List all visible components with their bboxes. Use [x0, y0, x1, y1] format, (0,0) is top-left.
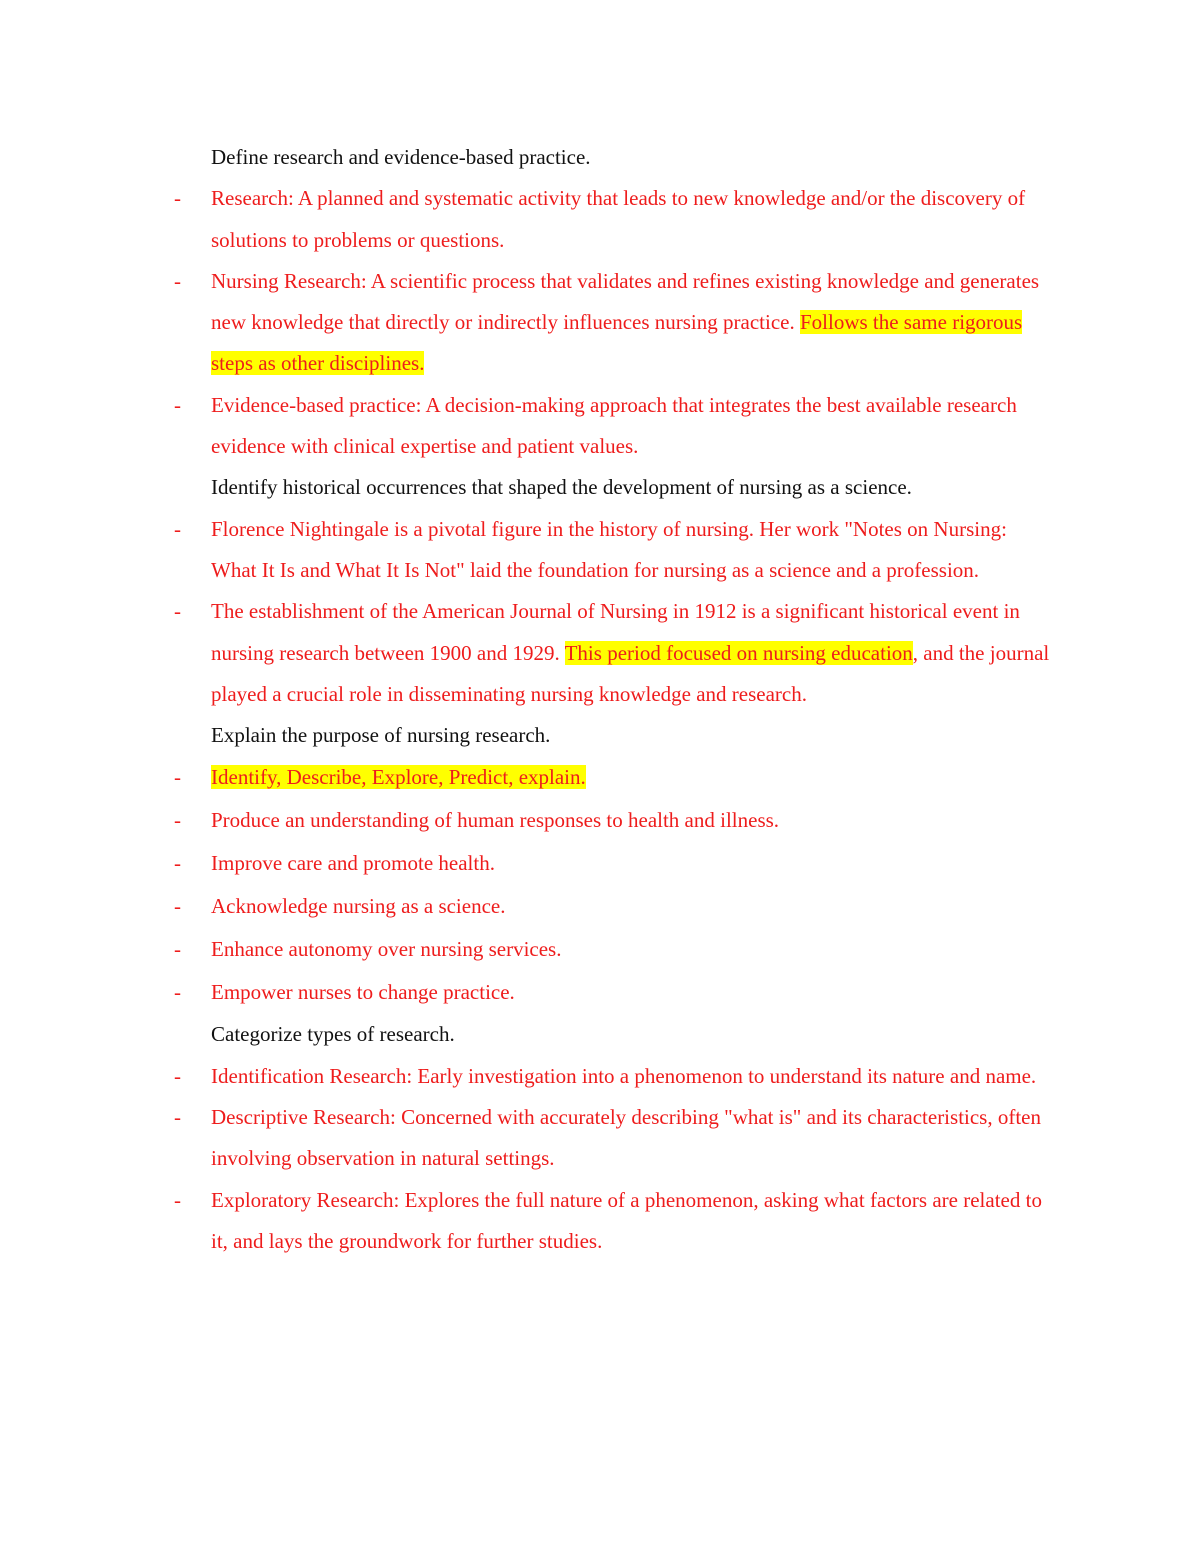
list-item [0, 1097, 1056, 1180]
dash-marker: - [174, 851, 181, 876]
dash-marker: - [174, 392, 181, 417]
dash-marker: - [174, 268, 181, 293]
item-text: The establishment of the American Journal of Nursing in 1912 is a significant historical event in nursing research between 1900 and 1929. [211, 599, 1020, 665]
item-text-continued: , and the journal played a crucial role in disseminating nursing knowledge and research. [211, 640, 1050, 706]
item-text: Research: A planned and systematic activity that leads to new knowledge and/or the discovery of solutions to problems or questions. [211, 186, 1026, 252]
item-text: Evidence-based practice: A decision-making approach that integrates the best available research evidence with clinical expertise and patient values. [211, 392, 1017, 459]
list-item [0, 885, 1056, 928]
dash-marker: - [174, 937, 181, 962]
item-text: Acknowledge nursing as a science. [211, 894, 506, 919]
list-item [0, 842, 1056, 885]
dash-marker: - [174, 808, 181, 833]
dash-marker: - [174, 1105, 181, 1130]
list-item [0, 799, 1056, 842]
list-item [0, 1180, 1056, 1263]
list-item [0, 509, 1056, 592]
dash-marker: - [174, 894, 181, 919]
item-text: Identification Research: Early investigation into a phenomenon to understand its nature and name. [211, 1063, 1037, 1088]
dash-marker: - [174, 599, 181, 624]
document-body [0, 137, 1200, 1262]
item-text: Exploratory Research: Explores the full nature of a phenomenon, asking what factors are related to it, and lays the groundwork for further studies. [211, 1187, 1042, 1253]
list-item [0, 178, 1056, 261]
list-item [0, 591, 1056, 715]
section-heading [0, 137, 1056, 178]
highlighted-text: Identify, Describe, Explore, Predict, explain. [211, 765, 586, 790]
highlighted-text: This period focused on nursing education [564, 640, 913, 665]
section-heading [0, 467, 1056, 508]
heading-text: Categorize types of research. [211, 1022, 455, 1047]
section-heading [0, 715, 1056, 756]
highlighted-text: Follows the same rigorous steps as other disciplines. [211, 310, 1023, 376]
item-text: Enhance autonomy over nursing services. [211, 937, 562, 962]
heading-text: Identify historical occurrences that shaped the development of nursing as a science. [211, 475, 912, 500]
dash-marker: - [174, 186, 181, 211]
list-item [0, 261, 1056, 385]
item-text: Empower nurses to change practice. [211, 980, 515, 1005]
list-item [0, 1056, 1056, 1097]
list-item [0, 928, 1056, 971]
heading-text: Explain the purpose of nursing research. [211, 723, 551, 748]
dash-marker: - [174, 516, 181, 541]
section-heading [0, 1014, 1056, 1055]
dash-marker: - [174, 765, 181, 790]
dash-marker: - [174, 1063, 181, 1088]
heading-text: Define research and evidence-based practice. [211, 145, 591, 169]
item-text: Produce an understanding of human responses to health and illness. [211, 808, 780, 833]
item-text: Improve care and promote health. [211, 851, 495, 876]
dash-marker: - [174, 1187, 181, 1212]
list-item [0, 385, 1056, 468]
list-item [0, 971, 1056, 1014]
dash-marker: - [174, 980, 181, 1005]
item-text: Florence Nightingale is a pivotal figure in the history of nursing. Her work "Notes on Nursing: What It Is and What It Is Not" laid the foundation for nursing as a science and a profession. [211, 516, 1007, 582]
item-text: Descriptive Research: Concerned with accurately describing "what is" and its characteristics, often involving observation in natural settings. [211, 1105, 1042, 1171]
item-text: Nursing Research: A scientific process that validates and refines existing knowledge and generates new knowledge that directly or indirectly influences nursing practice. [211, 268, 1040, 335]
list-item [0, 756, 1056, 799]
